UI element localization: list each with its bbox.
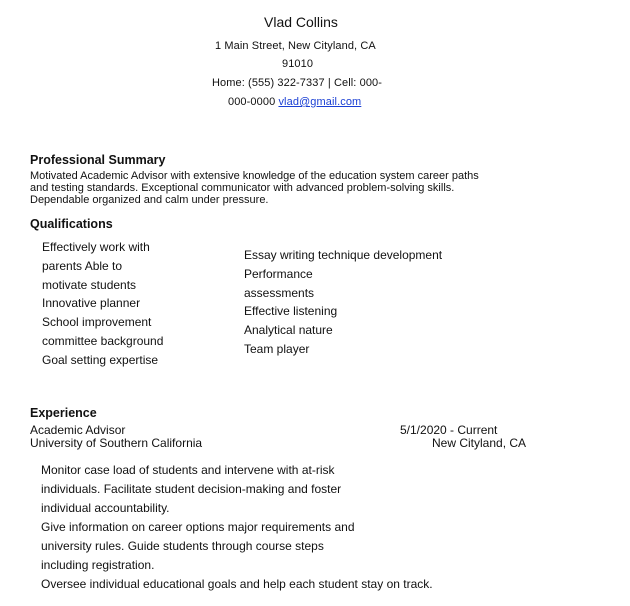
- qualification-item: Team player: [244, 341, 310, 356]
- duty-line: Give information on career options major requirements and: [41, 520, 355, 534]
- phone-line-2: 000-0000: [228, 96, 279, 108]
- duty-line: university rules. Guide students through course steps: [41, 539, 324, 553]
- phone-line-1: Home: (555) 322-7337 | Cell: 000-: [212, 77, 383, 89]
- qualification-item: motivate students: [42, 277, 137, 292]
- qualification-item: Performance: [244, 266, 313, 281]
- job-location: New Cityland, CA: [432, 436, 527, 450]
- qualification-item: Effectively work with: [42, 240, 150, 254]
- job-dates: 5/1/2020 - Current: [400, 423, 498, 437]
- address-line-2: 91010: [282, 58, 314, 70]
- qualifications-right-column: [244, 246, 442, 359]
- duty-line: Oversee individual educational goals and help each student stay on track.: [41, 577, 433, 591]
- duty-line: including registration.: [41, 558, 155, 572]
- qualification-item: Analytical nature: [244, 323, 333, 338]
- job-title: Academic Advisor: [30, 423, 126, 437]
- job-duties: [41, 461, 433, 594]
- phone-email-line: [228, 96, 361, 108]
- summary-line: and testing standards. Exceptional communicator with advanced problem-solving skills.: [30, 182, 455, 194]
- job-organization: University of Southern California: [30, 436, 203, 450]
- experience-heading: Experience: [30, 406, 97, 420]
- duty-line: Monitor case load of students and intervene with at-risk: [41, 463, 335, 477]
- address-line-1: 1 Main Street, New Cityland, CA: [215, 40, 376, 52]
- qualification-item: assessments: [244, 285, 315, 300]
- qualifications-heading: Qualifications: [30, 217, 113, 231]
- qualification-item: Essay writing technique development: [244, 248, 443, 262]
- qualification-item: committee background: [42, 333, 164, 348]
- summary-line: Motivated Academic Advisor with extensive knowledge of the education system career paths: [30, 170, 479, 182]
- qualification-item: parents Able to: [42, 258, 123, 273]
- summary-heading: Professional Summary: [30, 153, 166, 167]
- qualification-item: Goal setting expertise: [42, 352, 159, 367]
- qualification-item: Innovative planner: [42, 296, 141, 311]
- summary-line: Dependable organized and calm under pressure.: [30, 194, 269, 206]
- email-link[interactable]: vlad@gmail.com: [278, 96, 362, 108]
- summary-text: [30, 170, 550, 206]
- qualification-item: Effective listening: [244, 304, 338, 319]
- duty-line: individual accountability.: [41, 501, 170, 515]
- candidate-name: Vlad Collins: [264, 14, 338, 30]
- duty-line: individuals. Facilitate student decision-making and foster: [41, 482, 342, 496]
- qualifications-left-column: [42, 238, 163, 370]
- qualification-item: School improvement: [42, 315, 152, 330]
